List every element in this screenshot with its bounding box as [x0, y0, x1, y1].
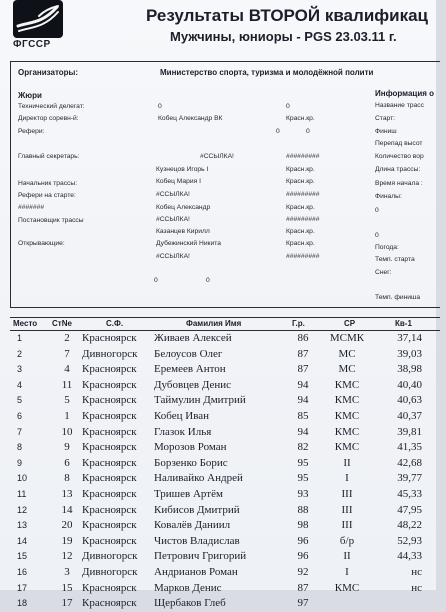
table-row — [0, 440, 436, 456]
city-value: Красноярск — [82, 332, 137, 344]
place-value: 7 — [17, 426, 23, 437]
bib-value: 8 — [64, 472, 70, 485]
track-label-4: Перепад высот — [375, 140, 423, 147]
table-row — [0, 581, 436, 597]
place-value: 13 — [17, 520, 28, 531]
bib-value: 11 — [61, 378, 73, 391]
jury-label-1: Технический делегат: — [18, 103, 85, 110]
track-label-2: Старт: — [375, 115, 396, 122]
jury-label-2: Директор соревн-й: — [18, 115, 79, 122]
table-row — [0, 362, 436, 378]
athlete-name: Петрович Григорий — [154, 550, 247, 563]
jury-right-value-8: Красн.кр. — [286, 204, 315, 211]
fgssr-logo — [10, 0, 66, 52]
athlete-name: Борзенко Борис — [154, 456, 228, 469]
place-value: 5 — [17, 395, 23, 406]
city-value: Красноярск — [82, 534, 137, 547]
track-label-8: Финалы: — [375, 193, 402, 200]
city-value: Красноярск — [82, 441, 137, 454]
track-label-7: Время начала : — [375, 180, 423, 187]
track-label-6: Длина трассы: — [375, 166, 421, 173]
jury-right-value-9: ######### — [286, 216, 320, 223]
jury-right-value-1: 0 — [286, 103, 290, 110]
jury-label-4: Главный секретарь: — [18, 153, 80, 160]
place-value: 15 — [17, 551, 28, 562]
jury-value-1: 0 — [158, 103, 162, 110]
bib-value: 6 — [64, 456, 70, 469]
run1-value: 40,40 — [397, 378, 422, 391]
category-value: МСМК — [329, 332, 365, 344]
category-value: МС — [338, 363, 356, 376]
birth-year: 94 — [297, 378, 309, 391]
athlete-name: Кобец Иван — [154, 409, 210, 422]
birth-year: 92 — [297, 565, 309, 578]
run1-value: нс — [411, 581, 422, 594]
category-value: КМС — [334, 425, 360, 438]
jury-value-10: Казанцев Кирилл — [156, 228, 210, 235]
category-value: III — [341, 503, 353, 516]
birth-year: 94 — [297, 425, 309, 438]
place-value: 4 — [17, 379, 23, 390]
place-value: 16 — [17, 566, 28, 577]
table-row — [0, 503, 436, 519]
results-table — [0, 331, 436, 612]
city-value: Дивногорск — [82, 550, 138, 563]
logo-text: ФГССР — [13, 39, 51, 50]
jury-right-value-7: ######### — [286, 191, 320, 198]
jury-label-3: Рефери: — [18, 128, 45, 135]
city-value: Красноярск — [82, 456, 137, 469]
place-value: 9 — [17, 457, 23, 468]
header-cat: СР — [344, 319, 356, 328]
jury-value-6: Кобец Мария I — [156, 178, 201, 185]
place-value: 12 — [17, 504, 28, 515]
athlete-name: Дубовцев Денис — [154, 378, 232, 391]
place-value: 18 — [17, 598, 28, 609]
jury-label: Жюри — [18, 91, 42, 100]
bib-value: 13 — [61, 487, 73, 500]
category-value: I — [345, 565, 349, 578]
birth-year: 98 — [297, 519, 309, 532]
table-row — [0, 549, 436, 565]
category-value: МС — [338, 347, 356, 360]
jury-value-3: 0 — [276, 128, 280, 135]
run1-value: 39,03 — [397, 347, 422, 360]
run1-value: 45,33 — [397, 487, 422, 500]
place-value: 3 — [17, 364, 23, 375]
athlete-name: Еремеев Антон — [154, 363, 226, 376]
category-value: КМС — [334, 394, 360, 407]
birth-year: 94 — [297, 394, 309, 407]
place-value: 14 — [17, 535, 28, 546]
city-value: Красноярск — [82, 425, 137, 438]
birth-year: 96 — [297, 534, 309, 547]
table-row — [0, 534, 436, 550]
table-row — [0, 347, 436, 363]
bib-value: 10 — [61, 425, 73, 438]
track-label-5: Количество вор — [375, 153, 424, 160]
bib-value: 1 — [64, 409, 70, 422]
jury-right-value-13: 0 — [206, 277, 210, 284]
athlete-name: Наливайко Андрей — [154, 472, 243, 485]
city-value: Дивногорск — [82, 347, 138, 360]
header-name: Фамилия Имя — [186, 319, 242, 328]
table-row — [0, 331, 436, 347]
place-value: 6 — [17, 410, 23, 421]
jury-right-value-4: ######### — [286, 153, 320, 160]
place-value: 10 — [17, 473, 28, 484]
table-row — [0, 409, 436, 425]
athlete-name: Морозов Роман — [154, 441, 227, 454]
city-value: Красноярск — [82, 363, 137, 376]
header-bib: СтNe — [52, 319, 72, 328]
run1-value: нс — [411, 565, 422, 578]
results-header — [10, 317, 440, 331]
jury-right-value-2: Красн.кр. — [286, 115, 315, 122]
category-value: II — [343, 550, 351, 563]
jury-value-13: 0 — [154, 277, 158, 284]
athlete-name: Щербаков Глеб — [154, 597, 226, 610]
jury-value-8: Кобец Александр — [156, 204, 211, 211]
bib-value: 14 — [61, 503, 73, 516]
bib-value: 4 — [64, 363, 70, 376]
run1-value: 44,33 — [397, 550, 422, 563]
run1-value: 41,35 — [397, 441, 422, 454]
jury-value-9: #ССЫЛКА! — [156, 216, 190, 223]
birth-year: 95 — [297, 456, 309, 469]
birth-year: 85 — [297, 409, 309, 422]
athlete-name: Андрианов Роман — [154, 565, 238, 578]
table-row — [0, 471, 436, 487]
run1-value: 48,22 — [397, 519, 422, 532]
jury-right-value-3: 0 — [306, 128, 310, 135]
athlete-name: Таймулин Дмитрий — [154, 394, 246, 407]
run1-value: 40,37 — [397, 409, 422, 422]
jury-label-9: Открывающие: — [18, 240, 65, 247]
track-value-8: 0 — [375, 207, 379, 214]
page-title: Результаты ВТОРОЙ квалификац — [146, 6, 429, 25]
category-value: КМС — [334, 409, 360, 422]
bib-value: 20 — [61, 519, 73, 532]
header-place: Место — [13, 319, 38, 328]
jury-label-7: ####### — [18, 204, 45, 211]
city-value: Красноярск — [82, 378, 137, 391]
jury-right-value-11: Красн.кр. — [286, 240, 315, 247]
jury-label-8: Постановщик трассы — [18, 217, 84, 224]
table-row — [0, 487, 436, 503]
birth-year: 93 — [297, 487, 309, 500]
birth-year: 96 — [297, 550, 309, 563]
bib-value: 9 — [64, 441, 70, 454]
jury-right-value-12: ######### — [286, 253, 320, 260]
bib-value: 5 — [64, 394, 70, 407]
city-value: Дивногорск — [82, 565, 138, 578]
birth-year: 86 — [297, 332, 309, 344]
table-row — [0, 378, 436, 394]
table-row — [0, 518, 436, 534]
track-label-10: Темп. старта — [375, 256, 415, 263]
run1-value: 47,95 — [397, 503, 422, 516]
athlete-name: Глазок Илья — [154, 425, 212, 438]
header-year: Г.р. — [292, 319, 305, 328]
birth-year: 97 — [297, 597, 309, 610]
run1-value: 38,98 — [397, 363, 422, 376]
place-value: 8 — [17, 442, 23, 453]
city-value: Красноярск — [82, 487, 137, 500]
track-value-9: 0 — [375, 232, 379, 239]
birth-year: 87 — [297, 581, 309, 594]
athlete-name: Марков Денис — [154, 581, 222, 594]
jury-right-value-6: Красн.кр. — [286, 178, 315, 185]
bib-value: 12 — [61, 550, 73, 563]
page-subtitle: Мужчины, юниоры - PGS 23.03.11 г. — [170, 29, 397, 44]
table-row — [0, 425, 436, 441]
city-value: Красноярск — [82, 597, 137, 610]
bib-value: 2 — [64, 332, 70, 344]
header-run1: Кв-1 — [395, 319, 412, 328]
place-value: 1 — [17, 333, 23, 343]
birth-year: 87 — [297, 347, 309, 360]
jury-right-value-5: Красн.кр. — [286, 166, 315, 173]
athlete-name: Чистов Владислав — [154, 534, 240, 547]
track-label-3: Финиш — [375, 128, 397, 135]
category-value: I — [345, 472, 349, 485]
place-value: 17 — [17, 582, 28, 593]
birth-year: 87 — [297, 363, 309, 376]
birth-year: 88 — [297, 503, 309, 516]
track-label-12: Темп. финиша — [375, 294, 421, 301]
snowboard-logo-icon — [13, 0, 63, 38]
table-row — [0, 565, 436, 581]
category-value: КМС — [334, 378, 360, 391]
athlete-name: Белоусов Олег — [154, 347, 223, 360]
birth-year: 95 — [297, 472, 309, 485]
jury-value-2: Кобец Александр ВК — [158, 115, 223, 122]
jury-value-7: #ССЫЛКА! — [156, 191, 190, 198]
city-value: Красноярск — [82, 394, 137, 407]
info-right-label: Информация о — [375, 89, 435, 98]
athlete-name: Живаев Алексей — [154, 332, 232, 344]
track-label-1: Название трасс — [375, 102, 424, 109]
bib-value: 19 — [61, 534, 73, 547]
athlete-name: Кибисов Дмитрий — [154, 503, 240, 516]
run1-value: 39,77 — [397, 472, 422, 485]
table-row — [0, 393, 436, 409]
run1-value: 42,68 — [397, 456, 422, 469]
city-value: Красноярск — [82, 472, 137, 485]
city-value: Красноярск — [82, 503, 137, 516]
run1-value: 37,14 — [397, 332, 422, 344]
bib-value: 15 — [61, 581, 73, 594]
category-value: КМС — [334, 581, 360, 594]
city-value: Красноярск — [82, 519, 137, 532]
city-value: Красноярск — [82, 581, 137, 594]
category-value: б/р — [339, 534, 355, 547]
track-label-9: Погода: — [375, 244, 399, 251]
jury-value-4: #ССЫЛКА! — [200, 153, 234, 160]
jury-right-value-10: Красн.кр. — [286, 228, 315, 235]
jury-label-6: Рефери на старте: — [18, 192, 76, 199]
bib-value: 17 — [61, 597, 73, 610]
jury-label-5: Начальник трассы: — [18, 180, 78, 187]
track-label-11: Снег: — [375, 269, 392, 276]
athlete-name: Ковалёв Даниил — [154, 519, 231, 532]
organizers-label: Организаторы: — [18, 68, 79, 77]
table-row — [0, 456, 436, 472]
category-value: III — [341, 519, 353, 532]
run1-value: 39,81 — [397, 425, 422, 438]
category-value: II — [343, 456, 351, 469]
place-value: 2 — [17, 348, 23, 359]
jury-value-5: Кузнецов Игорь I — [156, 166, 209, 173]
run1-value: 40,63 — [397, 394, 422, 407]
bib-value: 3 — [64, 565, 70, 578]
athlete-name: Тришев Артём — [154, 487, 223, 500]
city-value: Красноярск — [82, 409, 137, 422]
table-row — [0, 596, 436, 612]
place-value: 11 — [17, 488, 27, 499]
bib-value: 7 — [64, 347, 70, 360]
organizers-value: Министерство спорта, туризма и молодёжной полити — [160, 68, 374, 77]
birth-year: 82 — [297, 441, 309, 454]
jury-value-12: #ССЫЛКА! — [156, 253, 190, 260]
category-value: III — [341, 487, 353, 500]
header-sf: С.Ф. — [106, 319, 124, 328]
run1-value: 52,93 — [397, 534, 422, 547]
jury-value-11: Дубежинский Никита — [156, 240, 221, 247]
category-value: КМС — [334, 441, 360, 454]
